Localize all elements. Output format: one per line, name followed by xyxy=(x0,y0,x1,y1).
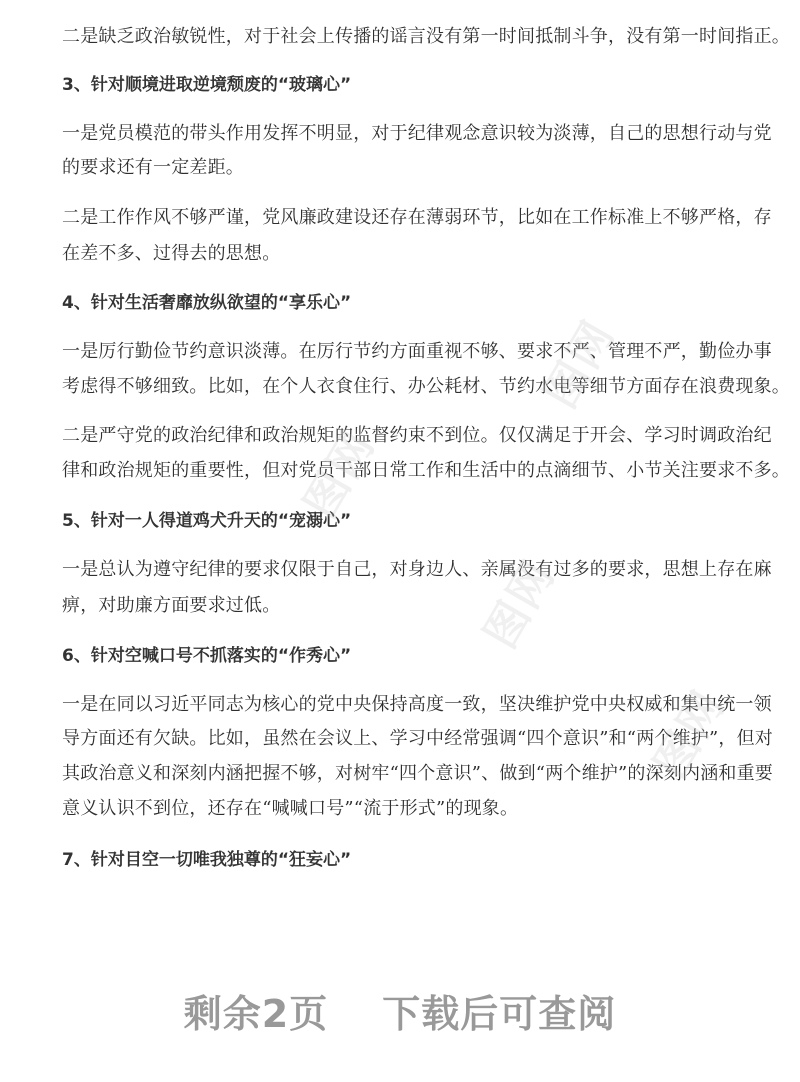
paragraph-line: 二是工作作风不够严谨，党风廉政建设还存在薄弱环节，比如在工作标准上不够严格，存 xyxy=(62,207,772,228)
download-to-view-text: 下载后可查阅 xyxy=(382,992,617,1036)
paragraph-line: 一是党员模范的带头作用发挥不明显，对于纪律观念意识较为淡薄，自己的思想行动与党 xyxy=(62,123,772,144)
download-notice[interactable] xyxy=(0,983,800,1038)
paragraph-line: 痹，对助廉方面要求过低。 xyxy=(62,595,281,616)
watermark: 图网 xyxy=(534,311,625,417)
paragraph-line: 二是缺乏政治敏锐性，对于社会上传播的谣言没有第一时间抵制斗争，没有第一时间指正。 xyxy=(62,26,790,47)
paragraph-line: 在差不多、过得去的思想。 xyxy=(62,243,281,264)
section-heading-5: 5、针对一人得道鸡犬升天的“宠溺心” xyxy=(62,511,352,531)
paragraph-line: 考虑得不够细致。比如，在个人衣食住行、办公耗材、节约水电等细节方面存在浪费现象。 xyxy=(62,376,790,397)
section-heading-7: 7、针对目空一切唯我独尊的“狂妄心” xyxy=(62,850,352,870)
paragraph-line: 导方面还有欠缺。比如，虽然在会议上、学习中经常强调“四个意识”和“两个维护”，但对 xyxy=(62,728,774,749)
watermark: 图网 xyxy=(644,681,735,787)
remaining-pages-text: 剩余2页 xyxy=(183,992,329,1036)
section-heading-6: 6、针对空喊口号不抓落实的“作秀心” xyxy=(62,646,352,666)
watermark: 图网 xyxy=(474,551,565,657)
paragraph-line: 一是在同以习近平同志为核心的党中央保持高度一致，坚决维护党中央权威和集中统一领 xyxy=(62,694,772,715)
paragraph-line: 的要求还有一定差距。 xyxy=(62,157,244,178)
paragraph-line: 二是严守党的政治纪律和政治规矩的监督约束不到位。仅仅满足于开会、学习时调政治纪 xyxy=(62,425,772,446)
paragraph-line: 一是厉行勤俭节约意识淡薄。在厉行节约方面重视不够、要求不严、管理不严，勤俭办事 xyxy=(62,341,772,362)
paragraph-line: 律和政治规矩的重要性，但对党员干部日常工作和生活中的点滴细节、小节关注要求不多。 xyxy=(62,460,790,481)
section-heading-4: 4、针对生活奢靡放纵欲望的“享乐心” xyxy=(62,293,352,313)
paragraph-line: 意义认识不到位，还存在“喊喊口号”“流于形式”的现象。 xyxy=(62,798,519,819)
watermark: 图网 xyxy=(294,421,385,527)
paragraph-line: 其政治意义和深刻内涵把握不够，对树牢“四个意识”、做到“两个维护”的深刻内涵和重要 xyxy=(62,763,774,784)
paragraph-line: 一是总认为遵守纪律的要求仅限于自己，对身边人、亲属没有过多的要求，思想上存在麻 xyxy=(62,559,772,580)
section-heading-3: 3、针对顺境进取逆境颓废的“玻璃心” xyxy=(62,75,352,95)
